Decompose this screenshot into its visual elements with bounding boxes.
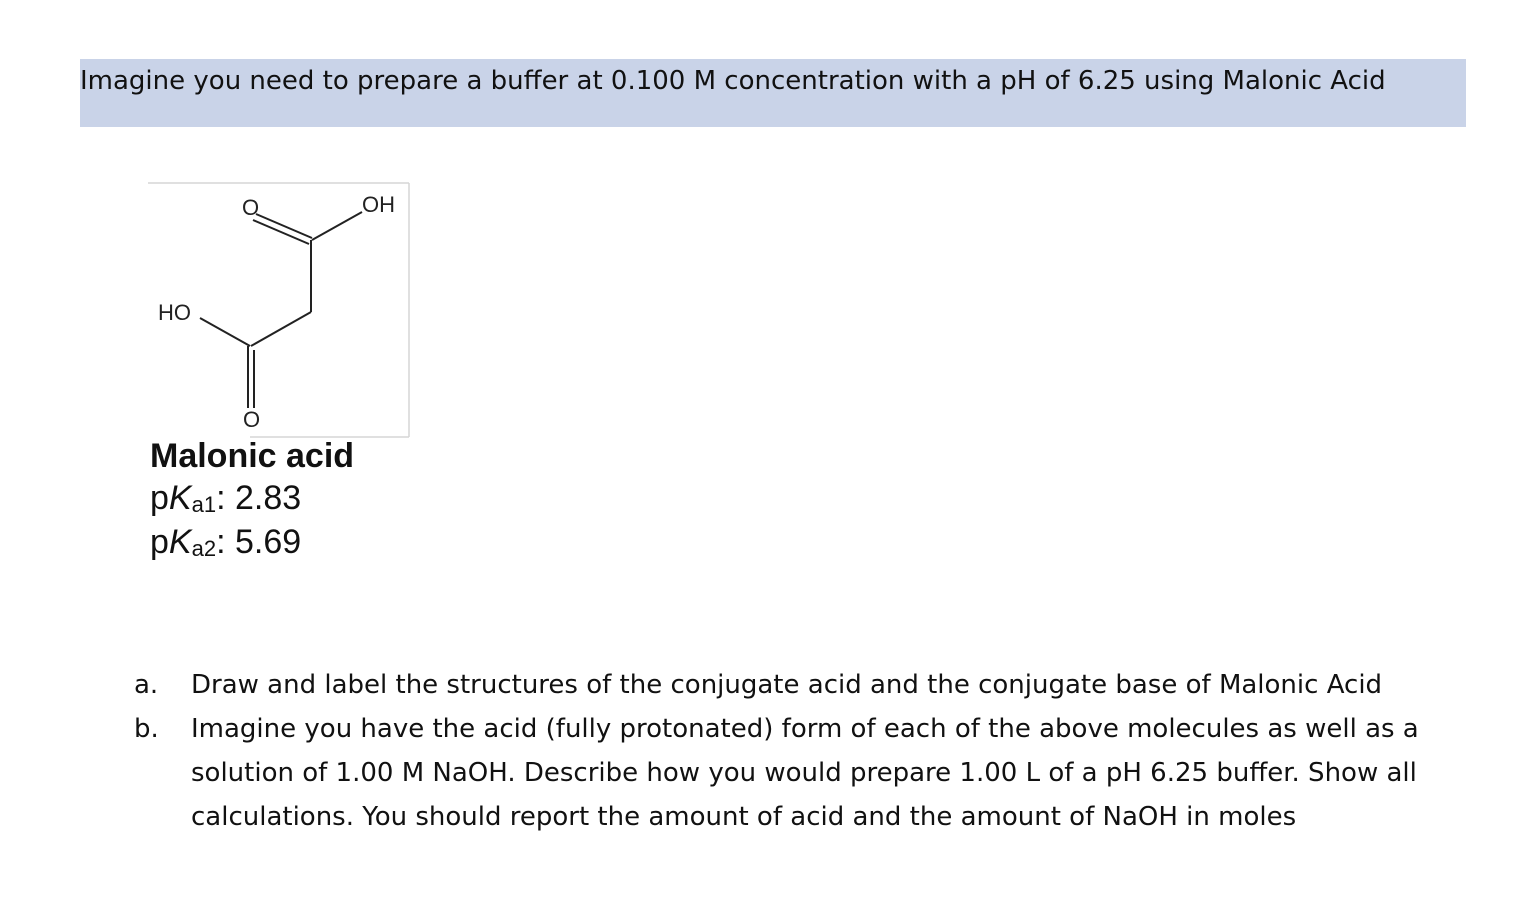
structure-drawing — [148, 182, 410, 438]
pka1-value: : 2.83 — [216, 479, 302, 517]
question-a-marker: a. — [134, 670, 159, 700]
atom-o-top: O — [242, 195, 260, 220]
question-b-line-1: Imagine you have the acid (fully protonated) form of each of the above molecules as well as a — [191, 714, 1419, 744]
upper-coh-bond — [312, 212, 362, 240]
upper-co-bond-2 — [253, 220, 309, 244]
pka2-subscript: a2 — [191, 536, 217, 561]
question-a-line: Draw and label the structures of the conjugate acid and the conjugate base of Malonic Acid — [191, 670, 1383, 700]
pka1-line — [150, 478, 301, 518]
pka1-subscript: a1 — [191, 492, 217, 517]
pka2-prefix: p — [150, 523, 169, 561]
pka2-value: : 5.69 — [216, 523, 302, 561]
question-b-line-2: solution of 1.00 M NaOH. Describe how you would prepare 1.00 L of a pH 6.25 buffer. Show all — [191, 758, 1417, 788]
pka1-k: K — [168, 479, 192, 517]
atom-oh: OH — [362, 192, 395, 217]
malonic-acid-structure — [148, 182, 410, 438]
pka2-k: K — [168, 523, 192, 561]
question-b-text — [191, 707, 1491, 839]
upper-co-bond-1 — [256, 214, 312, 238]
prompt-text: Imagine you need to prepare a buffer at 0.100 M concentration with a pH of 6.25 using Malonic Acid — [80, 66, 1386, 96]
question-b-marker: b. — [134, 714, 159, 744]
lower-cho-bond — [200, 318, 250, 346]
atom-ho: HO — [158, 300, 191, 325]
pka2-line — [150, 522, 301, 562]
question-a-text — [191, 663, 1491, 707]
atom-o-bottom: O — [243, 407, 261, 432]
middle-cc-bond — [251, 312, 311, 346]
prompt-banner — [80, 59, 1466, 127]
compound-name: Malonic acid — [150, 437, 355, 475]
pka1-prefix: p — [150, 479, 169, 517]
question-b-line-3: calculations. You should report the amount of acid and the amount of NaOH in moles — [191, 802, 1297, 832]
